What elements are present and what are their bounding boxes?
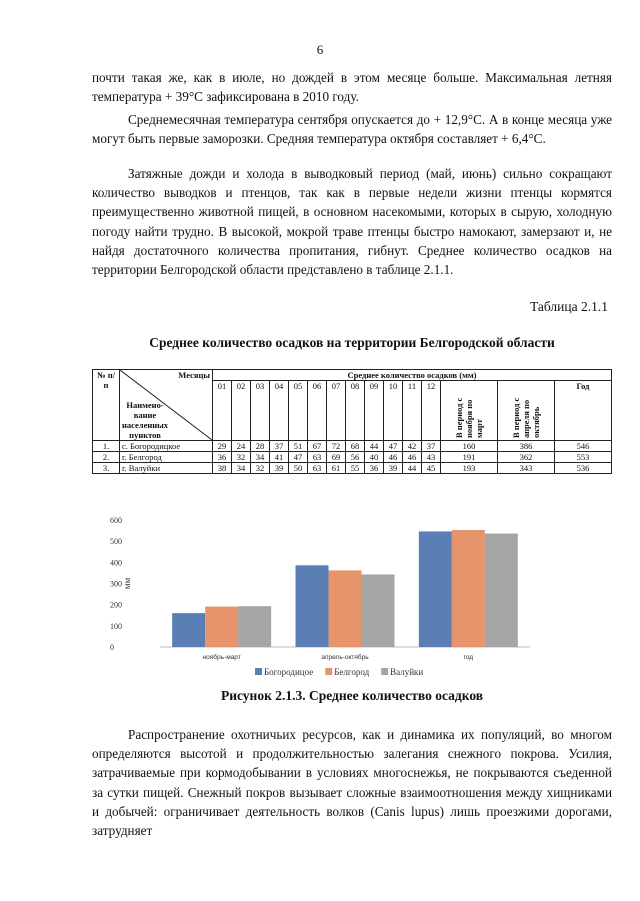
apr-oct-cell: 362 <box>498 452 555 463</box>
table-row <box>93 463 612 474</box>
year-cell: 553 <box>555 452 612 463</box>
month-value-cell: 55 <box>346 463 365 474</box>
year-cell: 536 <box>555 463 612 474</box>
paragraph-4-text: Распространение охотничьих ресурсов, как и динамика их популяций, во многом определяются высотой и продолжительностью залегания снежного покрова. Усилия, затрачиваемые при кормодобывании в условиях многоснежья, не покрываются съеденной за сутки пищей. Снежный покров вызывает сложные взаимоотношения между хищниками и добычей: ограничивает деятельность волков (Canis lupus) лишь проезжими дорогами, затрудняет <box>92 727 612 839</box>
month-value-cell: 37 <box>422 441 441 452</box>
col-names-header: Наимено-вание населенных пунктов <box>122 400 169 440</box>
bar <box>362 574 395 647</box>
month-value-cell: 72 <box>327 441 346 452</box>
year-cell: 546 <box>555 441 612 452</box>
row-number-cell: 3. <box>93 463 120 474</box>
bar <box>172 613 205 647</box>
settlement-name-cell: г. Белгород <box>120 452 213 463</box>
month-header: 10 <box>384 381 403 441</box>
nov-mar-cell: 191 <box>441 452 498 463</box>
month-value-cell: 43 <box>422 452 441 463</box>
col-nov-mar-header <box>441 381 498 441</box>
month-value-cell: 29 <box>213 441 232 452</box>
paragraph-3-text: Затяжные дожди и холода в выводковый период (май, июнь) сильно сокращают количество выводков и птенцов, так как в первые недели жизни птенцы кормятся преимущественно животной пищей, в основном насекомыми, которых в сырую, холодную погоду найти трудно. В высокой, мокрой траве птенцы быстро намокают, замерзают и, не найдя достаточного количества пропитания, гибнут. Среднее количество осадков на территории Белгородской области представлено в таблице 2.1.1. <box>92 166 612 278</box>
table-header-row <box>93 370 612 381</box>
bar <box>452 530 485 647</box>
y-axis-label: мм <box>122 577 132 590</box>
month-value-cell: 47 <box>384 441 403 452</box>
y-tick-label: 300 <box>110 579 122 589</box>
page-number: 6 <box>316 42 324 57</box>
col-nov-mar-label: В период с ноября по март <box>454 397 484 438</box>
col-apr-oct-label: В период с апреля по октябрь <box>511 397 541 438</box>
paragraph-4 <box>92 725 612 840</box>
x-category-label: ноябрь-март <box>202 654 241 661</box>
nov-mar-cell: 160 <box>441 441 498 452</box>
month-value-cell: 69 <box>327 452 346 463</box>
month-value-cell: 56 <box>346 452 365 463</box>
precipitation-table <box>92 369 612 474</box>
nov-mar-cell: 193 <box>441 463 498 474</box>
table-label: Таблица 2.1.1 <box>530 299 608 314</box>
table-body <box>93 441 612 474</box>
paragraph-1-text: почти такая же, как в июле, но дождей в этом месяце больше. Максимальная летняя температура + 39°С зафиксирована в 2010 году. <box>92 70 612 105</box>
legend-label: Белгород <box>334 667 370 677</box>
month-header: 02 <box>232 381 251 441</box>
month-value-cell: 41 <box>270 452 289 463</box>
month-header: 03 <box>251 381 270 441</box>
bar <box>238 606 271 647</box>
month-value-cell: 47 <box>289 452 308 463</box>
month-value-cell: 36 <box>213 452 232 463</box>
legend-swatch <box>325 668 332 675</box>
month-value-cell: 44 <box>365 441 384 452</box>
table-title: Среднее количество осадков на территории Белгородской области <box>149 335 555 350</box>
month-header: 06 <box>308 381 327 441</box>
month-value-cell: 24 <box>232 441 251 452</box>
month-value-cell: 45 <box>422 463 441 474</box>
month-header: 07 <box>327 381 346 441</box>
y-tick-label: 100 <box>110 621 122 631</box>
y-tick-label: 400 <box>110 558 122 568</box>
figure-caption: Рисунок 2.1.3. Среднее количество осадков <box>220 688 484 703</box>
month-value-cell: 63 <box>308 452 327 463</box>
month-value-cell: 63 <box>308 463 327 474</box>
legend-label: Богородицое <box>264 667 314 677</box>
month-header: 12 <box>422 381 441 441</box>
table-row <box>93 452 612 463</box>
apr-oct-cell: 386 <box>498 441 555 452</box>
month-value-cell: 39 <box>384 463 403 474</box>
month-value-cell: 32 <box>251 463 270 474</box>
col-months-header: Месяцы <box>178 370 210 380</box>
x-category-label: апрель-октябрь <box>321 654 369 661</box>
row-number-cell: 2. <box>93 452 120 463</box>
col-year-header: Год <box>555 381 612 441</box>
month-value-cell: 46 <box>384 452 403 463</box>
y-tick-label: 0 <box>110 643 114 652</box>
month-header: 08 <box>346 381 365 441</box>
month-header: 01 <box>213 381 232 441</box>
row-number-cell: 1. <box>93 441 120 452</box>
month-value-cell: 51 <box>289 441 308 452</box>
bar <box>205 607 238 647</box>
settlement-name-cell: г. Валуйки <box>120 463 213 474</box>
legend-swatch <box>381 668 388 675</box>
month-value-cell: 36 <box>365 463 384 474</box>
legend-swatch <box>255 668 262 675</box>
month-value-cell: 46 <box>403 452 422 463</box>
y-tick-label: 200 <box>110 600 122 610</box>
month-value-cell: 38 <box>213 463 232 474</box>
paragraph-2-text: Среднемесячная температура сентября опускается до + 12,9°С. А в конце месяца уже могут быть первые заморозки. Средняя температура октября составляет + 6,4°С. <box>92 112 612 147</box>
settlement-name-cell: с. Богородицкое <box>120 441 213 452</box>
month-value-cell: 42 <box>403 441 422 452</box>
month-value-cell: 28 <box>251 441 270 452</box>
month-value-cell: 39 <box>270 463 289 474</box>
precipitation-chart <box>100 512 540 684</box>
month-value-cell: 34 <box>251 452 270 463</box>
diagonal-header-cell <box>120 370 213 441</box>
col-no-header: № п/п <box>93 370 120 441</box>
bar <box>296 565 329 647</box>
paragraph-2 <box>92 110 612 148</box>
month-value-cell: 40 <box>365 452 384 463</box>
group-header: Среднее количество осадков (мм) <box>213 370 612 381</box>
month-value-cell: 67 <box>308 441 327 452</box>
month-header: 11 <box>403 381 422 441</box>
y-tick-label: 600 <box>110 516 122 525</box>
diagonal-header <box>120 370 212 440</box>
month-value-cell: 68 <box>346 441 365 452</box>
month-value-cell: 32 <box>232 452 251 463</box>
paragraph-1 <box>92 68 612 106</box>
month-value-cell: 34 <box>232 463 251 474</box>
bar <box>419 531 452 647</box>
month-header: 09 <box>365 381 384 441</box>
paragraph-3 <box>92 164 612 279</box>
table-row <box>93 441 612 452</box>
month-value-cell: 37 <box>270 441 289 452</box>
x-category-label: год <box>463 654 474 661</box>
month-value-cell: 61 <box>327 463 346 474</box>
col-apr-oct-header <box>498 381 555 441</box>
apr-oct-cell: 343 <box>498 463 555 474</box>
month-value-cell: 44 <box>403 463 422 474</box>
month-header: 05 <box>289 381 308 441</box>
legend-label: Валуйки <box>390 667 424 677</box>
month-value-cell: 50 <box>289 463 308 474</box>
month-header: 04 <box>270 381 289 441</box>
bar <box>329 570 362 647</box>
bar <box>485 534 518 647</box>
y-tick-label: 500 <box>110 537 122 547</box>
